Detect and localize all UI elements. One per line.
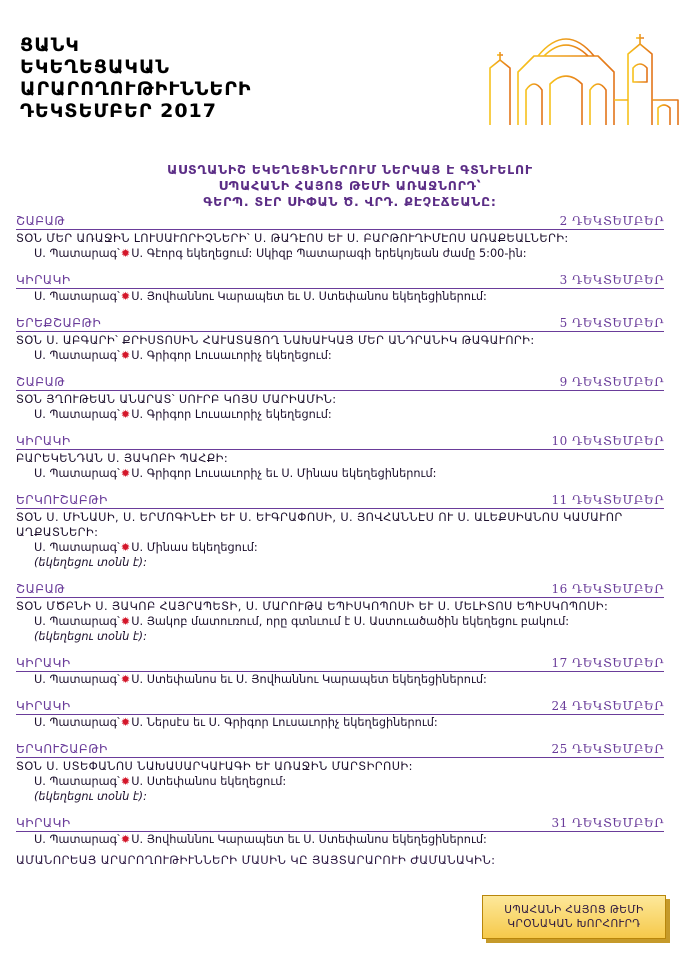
signature-line-1: ՍՊԱՀԱՆԻ ՀԱՅՈՑ ԹԵՄԻ: [504, 904, 644, 916]
day-name: ՇԱԲԱԹ: [16, 375, 66, 389]
schedule-list: [16, 213, 664, 858]
asterisk-icon: ✹: [120, 247, 131, 260]
service-location: Ս. Գրիգոր Լուսաւորիչ եկեղեցում:: [131, 408, 332, 421]
schedule-entry: [16, 492, 664, 570]
entry-header: [16, 374, 664, 391]
feast-title: ԲԱՐԵԿԵՆԴԱՆ Ս. ՅԱԿՈԲԻ ՊԱՀՔԻ:: [16, 452, 229, 465]
service-label: Ս. Պատարագ՝: [34, 673, 120, 686]
entry-header: [16, 433, 664, 450]
asterisk-icon: ✹: [120, 408, 131, 421]
service-line: [16, 832, 664, 847]
entry-header: [16, 213, 664, 230]
entry-header: [16, 581, 664, 598]
service-label: Ս. Պատարագ՝: [34, 833, 120, 846]
service-line: [16, 774, 664, 789]
schedule-entry: [16, 581, 664, 644]
entry-header: [16, 315, 664, 332]
date-label: 16 ԴԵԿՏԵՄԲԵՐ: [551, 582, 664, 596]
schedule-entry: [16, 698, 664, 730]
service-line: [16, 289, 664, 304]
church-illustration: [478, 20, 688, 132]
date-label: 11 ԴԵԿՏԵՄԲԵՐ: [551, 493, 664, 507]
schedule-entry: [16, 374, 664, 422]
intro-line-3: ԳԵՐՊ. ՏԷՐ ՍԻՓԱՆ Ծ. ՎՐԴ. ՔԷՉԷՃԵԱՆԸ:: [203, 194, 497, 209]
asterisk-icon: ✹: [120, 349, 131, 362]
schedule-entry: [16, 315, 664, 363]
date-label: 5 ԴԵԿՏԵՄԲԵՐ: [559, 316, 664, 330]
date-label: 25 ԴԵԿՏԵՄԲԵՐ: [551, 742, 664, 756]
asterisk-icon: ✹: [120, 833, 131, 846]
service-location: Ս. Յովհաննու Կարապետ եւ Ս. Ստեփանոս եկեղեցիներում:: [131, 833, 487, 846]
service-label: Ս. Պատարագ՝: [34, 541, 120, 554]
service-label: Ս. Պատարագ՝: [34, 467, 120, 480]
service-location: Ս. Գրիգոր Լուսաւորիչ եւ Ս. Մինաս եկեղեցիներում:: [131, 467, 437, 480]
schedule-entry: [16, 213, 664, 261]
entry-header: [16, 815, 664, 832]
service-location: Ս. Գրիգոր Լուսաւորիչ եկեղեցում:: [131, 349, 332, 362]
service-location: Ս. Ստեփանոս եւ Ս. Յովհաննու Կարապետ եկեղեցիներում:: [131, 673, 487, 686]
schedule-entry: [16, 433, 664, 481]
service-line: [16, 540, 664, 555]
day-name: ԿԻՐԱԿԻ: [16, 273, 71, 287]
service-line: [16, 407, 664, 422]
day-name: ԿԻՐԱԿԻ: [16, 434, 71, 448]
day-name: ԵՐԿՈՒՇԱԲԹԻ: [16, 493, 108, 507]
service-location: Ս. Ստեփանոս եկեղեցում:: [131, 775, 287, 788]
feast-title: ՏՕՆ ՄԾԲՆԻ Ս. ՅԱԿՈԲ ՀԱՅՐԱՊԵՏԻ, Ս. ՄԱՐՈՒԹԱ ԵՊԻՍԿՈՊՈՍԻ ԵՒ Ս. ՄԵԼԻՏՈՍ ԵՊԻՍԿՈՊՈՍԻ:: [16, 600, 609, 613]
feast-title: ՏՕՆ ՅՂՈՒԹԵԱՆ ԱՆԱՐԱՏ՝ ՍՈՒՐԲ ԿՈՅՍ ՄԱՐԻԱՄԻՆ:: [16, 393, 337, 406]
service-line: [16, 246, 664, 261]
service-label: Ս. Պատարագ՝: [34, 290, 120, 303]
schedule-entry: [16, 741, 664, 804]
feast-note: (եկեղեցու տօնն է):: [34, 790, 147, 803]
service-location: Ս. Մինաս եկեղեցում:: [131, 541, 258, 554]
asterisk-icon: ✹: [120, 541, 131, 554]
day-name: ԿԻՐԱԿԻ: [16, 699, 71, 713]
signature-box: [482, 895, 666, 939]
asterisk-icon: ✹: [120, 615, 131, 628]
date-label: 2 ԴԵԿՏԵՄԲԵՐ: [559, 214, 664, 228]
date-label: 3 ԴԵԿՏԵՄԲԵՐ: [559, 273, 664, 287]
day-name: ՇԱԲԱԹ: [16, 582, 66, 596]
entry-header: [16, 741, 664, 758]
day-name: ԿԻՐԱԿԻ: [16, 656, 71, 670]
title-line-2: ԵԿԵՂԵՑԱԿԱՆ: [20, 56, 170, 78]
service-line: [16, 614, 664, 629]
schedule-entry: [16, 655, 664, 687]
entry-header: [16, 492, 664, 509]
date-label: 10 ԴԵԿՏԵՄԲԵՐ: [551, 434, 664, 448]
feast-title: ՏՕՆ Ս. ՄԻՆԱՍԻ, Ս. ԵՐՄՈԳԻՆԷԻ ԵՒ Ս. ԵՒԳՐԱՓՈՍԻ, Ս. ՅՈՎՀԱՆՆԷՍ ՈՒ Ս. ԱԼԵՔՍԻԱՆՈՍ ԿԱՄԱՒՈՐ ԱՂՔԱՏՆԵՐԻ:: [16, 511, 623, 539]
day-name: ԵՐԵՔՇԱԲԹԻ: [16, 316, 102, 330]
asterisk-icon: ✹: [120, 673, 131, 686]
title-line-1: ՑԱՆԿ: [20, 34, 80, 56]
title-line-3: ԱՐԱՐՈՂՈՒԹԻՒՆՆԵՐԻ: [20, 78, 252, 100]
intro-line-1: ԱՍՏՂԱՆԻՇ ԵԿԵՂԵՑԻՆԵՐՈՒՄ ՆԵՐԿԱՅ Է ԳՏՆՒԵԼՈՒ: [167, 162, 533, 177]
service-location: Ս. Յովհաննու Կարապետ եւ Ս. Ստեփանոս եկեղեցիներում:: [131, 290, 487, 303]
day-name: ՇԱԲԱԹ: [16, 214, 66, 228]
service-label: Ս. Պատարագ՝: [34, 349, 120, 362]
feast-title: ՏՕՆ ՄԵՐ ԱՌԱՋԻՆ ԼՈՒՍԱՒՈՐԻՉՆԵՐԻ՝ Ս. ԹԱԴԷՈՍ ԵՒ Ս. ԲԱՐԹՈՒՂԻՄԷՈՍ ԱՌԱՔԵԱԼՆԵՐԻ:: [16, 232, 569, 245]
service-line: [16, 672, 664, 687]
asterisk-icon: ✹: [120, 716, 131, 729]
day-name: ԵՐԿՈՒՇԱԲԹԻ: [16, 742, 108, 756]
intro-notice: [0, 162, 700, 210]
service-location: Ս. Յակոբ մատուռում, որը գտնւում է Ս. Աստուածածին եկեղեցու բակում:: [131, 615, 570, 628]
entry-header: [16, 698, 664, 715]
entry-header: [16, 272, 664, 289]
service-label: Ս. Պատարագ՝: [34, 716, 120, 729]
service-location: Ս. Ներսէս եւ Ս. Գրիգոր Լուսաւորիչ եկեղեցիներում:: [131, 716, 438, 729]
service-line: [16, 466, 664, 481]
feast-note: (եկեղեցու տօնն է):: [34, 630, 147, 643]
day-name: ԿԻՐԱԿԻ: [16, 816, 71, 830]
entry-header: [16, 655, 664, 672]
date-label: 31 ԴԵԿՏԵՄԲԵՐ: [551, 816, 664, 830]
date-label: 17 ԴԵԿՏԵՄԲԵՐ: [551, 656, 664, 670]
service-label: Ս. Պատարագ՝: [34, 247, 120, 260]
asterisk-icon: ✹: [120, 467, 131, 480]
asterisk-icon: ✹: [120, 775, 131, 788]
service-label: Ս. Պատարագ՝: [34, 775, 120, 788]
service-location: Ս. Գէորգ եկեղեցում: Սկիզբ Պատարագի երեկոյեան ժամը 5:00-ին:: [131, 247, 527, 260]
feast-note: (եկեղեցու տօնն է):: [34, 556, 147, 569]
date-label: 24 ԴԵԿՏԵՄԲԵՐ: [551, 699, 664, 713]
title-line-4: ԴԵԿՏԵՄԲԵՐ 2017: [20, 100, 217, 122]
feast-title: ՏՕՆ Ս. ԱԲԳԱՐԻ՝ ՔՐԻՍՏՈՍԻՆ ՀԱՒԱՏԱՑՈՂ ՆԱԽԱՒԿԱՅ ՄԵՐ ԱՆԴՐԱՆԻԿ ԹԱԳԱՒՈՐԻ:: [16, 334, 535, 347]
intro-line-2: ՍՊԱՀԱՆԻ ՀԱՅՈՑ ԹԵՄԻ ԱՌԱՋՆՈՐԴ՝: [218, 178, 482, 193]
date-label: 9 ԴԵԿՏԵՄԲԵՐ: [559, 375, 664, 389]
signature-line-2: ԿՐՕՆԱԿԱՆ ԽՈՐՀՈՒՐԴ: [507, 918, 641, 930]
feast-title: ՏՕՆ Ս. ՍՏԵՓԱՆՈՍ ՆԱԽԱՍԱՐԿԱՒԱԳԻ ԵՒ ԱՌԱՋԻՆ ՄԱՐՏԻՐՈՍԻ:: [16, 760, 413, 773]
service-line: [16, 715, 664, 730]
schedule-entry: [16, 272, 664, 304]
service-line: [16, 348, 664, 363]
footer-note: ԱՄԱՆՈՐԵԱՅ ԱՐԱՐՈՂՈՒԹԻՒՆՆԵՐԻ ՄԱՍԻՆ ԿԸ ՅԱՅՏԱՐԱՐՈՒԻ ԺԱՄԱՆԱԿԻՆ:: [16, 853, 496, 867]
schedule-entry: [16, 815, 664, 847]
service-label: Ս. Պատարագ՝: [34, 615, 120, 628]
asterisk-icon: ✹: [120, 290, 131, 303]
service-label: Ս. Պատարագ՝: [34, 408, 120, 421]
page-title: [20, 34, 252, 122]
